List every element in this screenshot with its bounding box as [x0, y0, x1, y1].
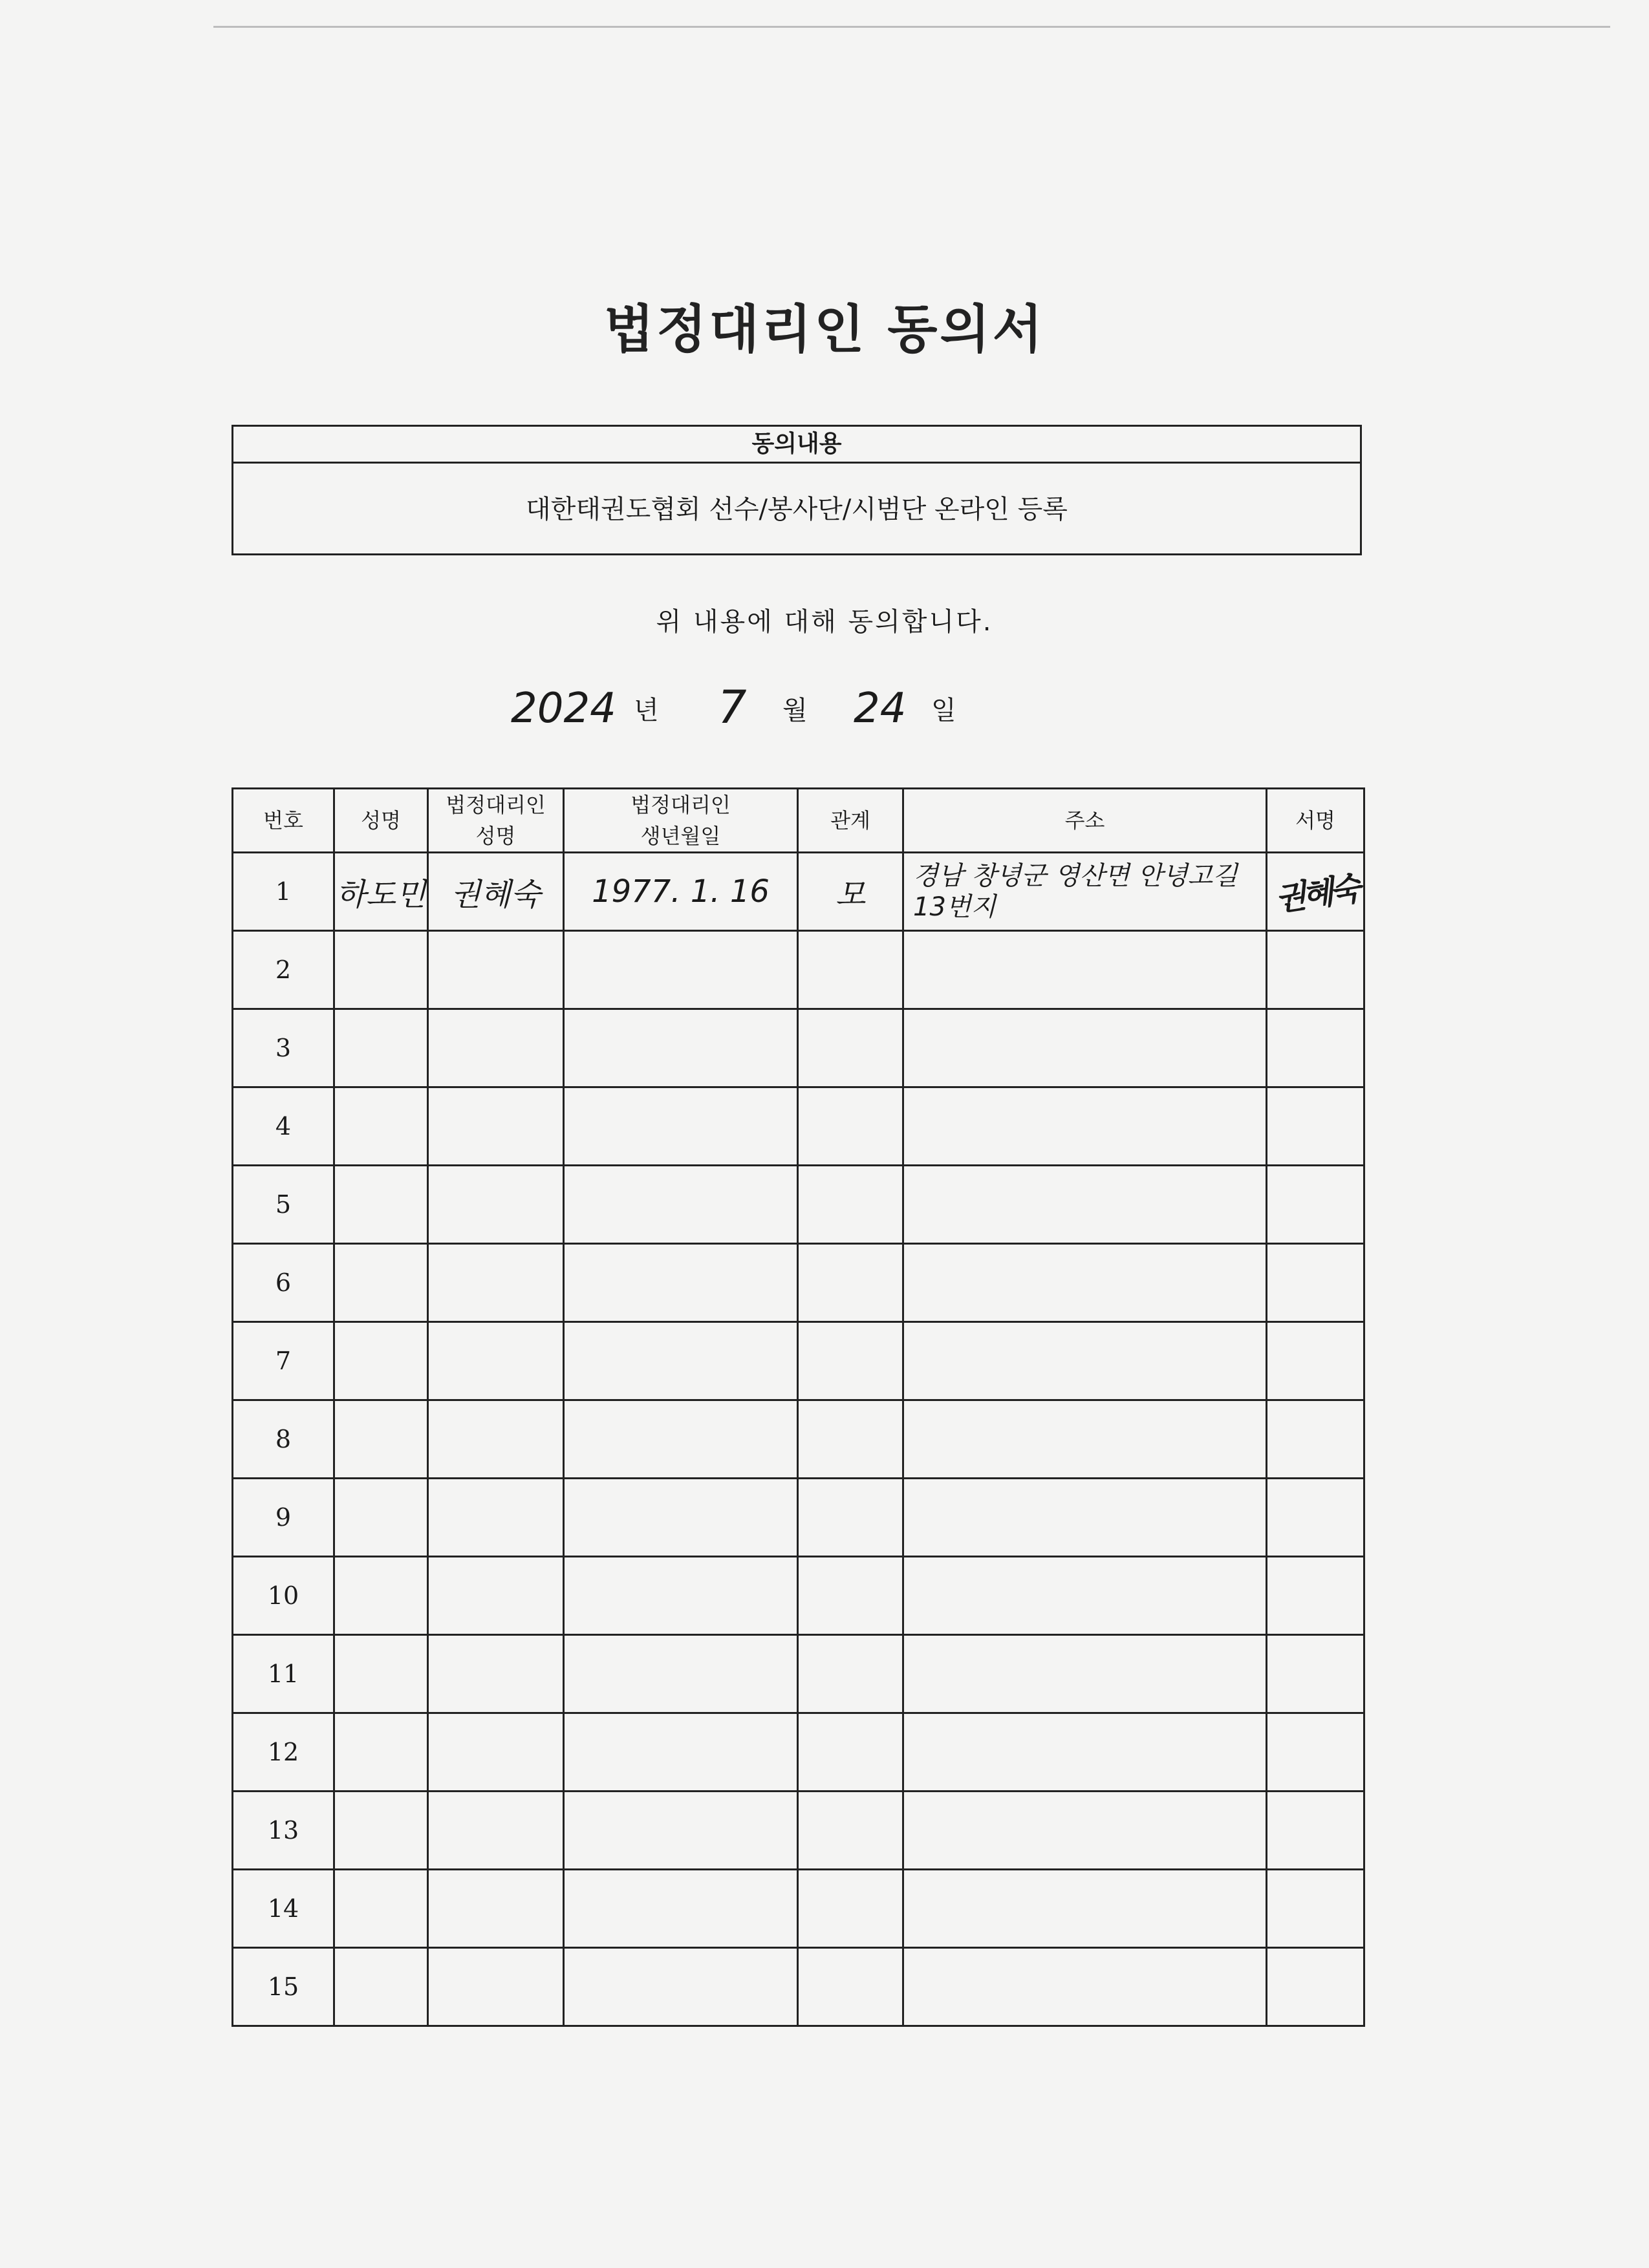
row-number: 12 [233, 1713, 334, 1792]
guardian-name [428, 931, 564, 1009]
guardian-table [232, 787, 1365, 2027]
table-row [233, 1400, 1364, 1479]
member-name [334, 1870, 428, 1948]
guardian-name [428, 1166, 564, 1244]
member-name: 하도민 [334, 853, 428, 931]
guardian-address [903, 1713, 1267, 1792]
guardian-name [428, 1792, 564, 1870]
member-name [334, 931, 428, 1009]
guardian-birthdate [564, 1635, 798, 1713]
header-no: 번호 [233, 789, 334, 853]
table-row [233, 853, 1364, 931]
guardian-name [428, 1635, 564, 1713]
guardian-name [428, 1948, 564, 2026]
table-row [233, 1635, 1364, 1713]
guardian-relation [798, 1557, 903, 1635]
guardian-relation [798, 1087, 903, 1166]
member-name [334, 1166, 428, 1244]
table-row [233, 1166, 1364, 1244]
header-guardian-birth: 법정대리인 생년월일 [564, 789, 798, 853]
row-number: 13 [233, 1792, 334, 1870]
guardian-signature [1267, 1792, 1364, 1870]
guardian-name [428, 1087, 564, 1166]
guardian-address: 경남 창녕군 영산면 안녕고길 13번지 [903, 853, 1267, 931]
row-number: 5 [233, 1166, 334, 1244]
row-number: 7 [233, 1322, 334, 1400]
guardian-address [903, 1635, 1267, 1713]
guardian-signature [1267, 1479, 1364, 1557]
guardian-relation [798, 1713, 903, 1792]
date-year: 2024 [511, 685, 616, 733]
guardian-address [903, 1870, 1267, 1948]
guardian-birthdate [564, 1087, 798, 1166]
agree-statement: 위 내용에 대해 동의합니다. [656, 607, 993, 637]
header-relation: 관계 [798, 789, 903, 853]
guardian-address [903, 1948, 1267, 2026]
table-row [233, 931, 1364, 1009]
guardian-signature [1267, 1870, 1364, 1948]
table-row [233, 1322, 1364, 1400]
guardian-birthdate [564, 1557, 798, 1635]
table-row [233, 1870, 1364, 1948]
signature-mark: 권혜숙 [1272, 870, 1359, 919]
guardian-birthdate [564, 931, 798, 1009]
guardian-signature [1267, 1948, 1364, 2026]
member-name [334, 1635, 428, 1713]
header-guardian-name: 법정대리인 성명 [428, 789, 564, 853]
guardian-address [903, 1087, 1267, 1166]
table-row [233, 1713, 1364, 1792]
row-number: 14 [233, 1870, 334, 1948]
table-row [233, 1087, 1364, 1166]
guardian-relation [798, 931, 903, 1009]
table-row [233, 1792, 1364, 1870]
guardian-name [428, 1400, 564, 1479]
guardian-signature [1267, 1322, 1364, 1400]
header-address: 주소 [903, 789, 1267, 853]
guardian-birthdate [564, 1948, 798, 2026]
guardian-birthdate: 1977. 1. 16 [564, 853, 798, 931]
row-number: 11 [233, 1635, 334, 1713]
guardian-signature [1267, 1400, 1364, 1479]
guardian-signature [1267, 1087, 1364, 1166]
header-name: 성명 [334, 789, 428, 853]
member-name [334, 1948, 428, 2026]
row-number: 10 [233, 1557, 334, 1635]
guardian-signature [1267, 1713, 1364, 1792]
row-number: 9 [233, 1479, 334, 1557]
guardian-relation [798, 1948, 903, 2026]
guardian-signature [1267, 1244, 1364, 1322]
row-number: 15 [233, 1948, 334, 2026]
guardian-relation [798, 1009, 903, 1087]
member-name [334, 1322, 428, 1400]
guardian-address [903, 1009, 1267, 1087]
row-number: 6 [233, 1244, 334, 1322]
guardian-address [903, 1244, 1267, 1322]
table-row [233, 1479, 1364, 1557]
date-year-unit: 년 [634, 696, 659, 725]
date-month-unit: 월 [782, 696, 808, 725]
table-header-row [233, 789, 1364, 853]
guardian-signature [1267, 931, 1364, 1009]
header-signature: 서명 [1267, 789, 1364, 853]
guardian-name [428, 1557, 564, 1635]
guardian-name: 권혜숙 [428, 853, 564, 931]
guardian-address [903, 1557, 1267, 1635]
guardian-birthdate [564, 1322, 798, 1400]
guardian-relation: 모 [798, 853, 903, 931]
consent-heading: 동의내용 [233, 427, 1360, 464]
table-row [233, 1557, 1364, 1635]
row-number: 3 [233, 1009, 334, 1087]
guardian-name [428, 1009, 564, 1087]
guardian-birthdate [564, 1166, 798, 1244]
guardian-signature [1267, 1166, 1364, 1244]
row-number: 4 [233, 1087, 334, 1166]
member-name [334, 1009, 428, 1087]
guardian-address [903, 1166, 1267, 1244]
guardian-name [428, 1713, 564, 1792]
guardian-birthdate [564, 1870, 798, 1948]
guardian-address [903, 1322, 1267, 1400]
guardian-birthdate [564, 1400, 798, 1479]
guardian-relation [798, 1792, 903, 1870]
guardian-relation [798, 1244, 903, 1322]
guardian-relation [798, 1322, 903, 1400]
guardian-address [903, 931, 1267, 1009]
guardian-signature [1267, 1557, 1364, 1635]
guardian-birthdate [564, 1479, 798, 1557]
guardian-birthdate [564, 1244, 798, 1322]
guardian-relation [798, 1635, 903, 1713]
guardian-address [903, 1479, 1267, 1557]
guardian-relation [798, 1870, 903, 1948]
table-row [233, 1948, 1364, 2026]
member-name [334, 1244, 428, 1322]
guardian-address [903, 1792, 1267, 1870]
document-title: 법정대리인 동의서 [603, 299, 1046, 359]
guardian-birthdate [564, 1009, 798, 1087]
guardian-birthdate [564, 1792, 798, 1870]
guardian-relation [798, 1400, 903, 1479]
row-number: 2 [233, 931, 334, 1009]
member-name [334, 1792, 428, 1870]
guardian-relation [798, 1479, 903, 1557]
row-number: 1 [233, 853, 334, 931]
guardian-signature [1267, 1635, 1364, 1713]
guardian-relation [798, 1166, 903, 1244]
guardian-signature [1267, 853, 1364, 931]
consent-body: 대한태권도협회 선수/봉사단/시범단 온라인 등록 [526, 495, 1068, 524]
guardian-name [428, 1870, 564, 1948]
paper-top-edge [213, 26, 1610, 28]
guardian-name [428, 1322, 564, 1400]
guardian-signature [1267, 1009, 1364, 1087]
date-day-unit: 일 [931, 696, 956, 725]
table-row [233, 1244, 1364, 1322]
date-month: 7 [718, 681, 747, 734]
guardian-name [428, 1244, 564, 1322]
member-name [334, 1400, 428, 1479]
guardian-address [903, 1400, 1267, 1479]
consent-box [232, 425, 1362, 555]
member-name [334, 1087, 428, 1166]
guardian-name [428, 1479, 564, 1557]
member-name [334, 1479, 428, 1557]
member-name [334, 1713, 428, 1792]
date-day: 24 [854, 685, 907, 733]
row-number: 8 [233, 1400, 334, 1479]
member-name [334, 1557, 428, 1635]
table-row [233, 1009, 1364, 1087]
guardian-birthdate [564, 1713, 798, 1792]
